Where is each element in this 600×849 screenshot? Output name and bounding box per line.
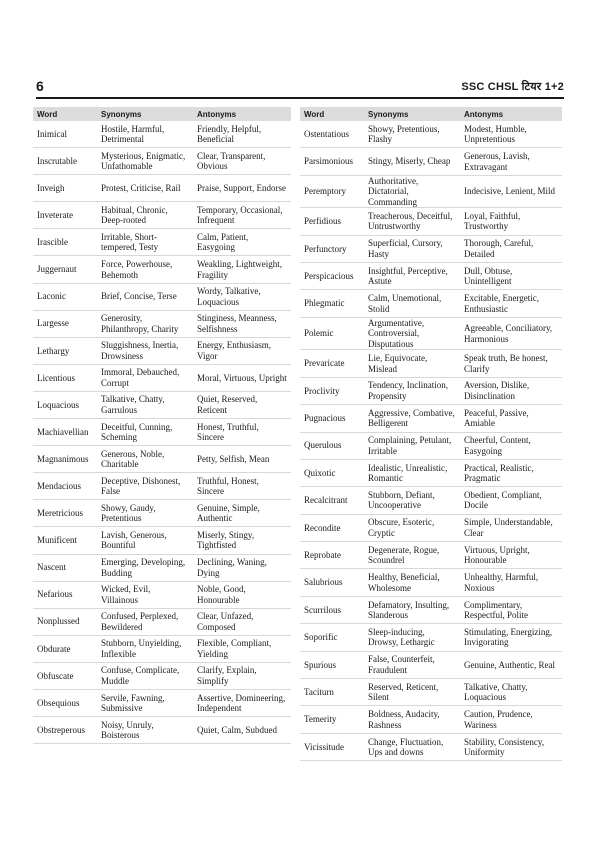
table-row [33,689,291,716]
word-cell: Spurious [300,651,364,678]
table-row [33,175,291,202]
table-header-row [33,107,291,121]
antonyms-cell: Flexible, Compliant, Yielding [193,635,291,662]
word-cell: Inveigh [33,175,97,202]
word-cell: Salubrious [300,569,364,596]
antonyms-cell: Quiet, Reserved, Reticent [193,391,291,418]
word-cell: Nascent [33,554,97,581]
column-header-antonyms: Antonyms [193,107,291,121]
table-row [300,679,562,706]
word-cell: Vicissitude [300,733,364,760]
synonyms-cell: Complaining, Petulant, Irritable [364,432,460,459]
table-row [33,256,291,283]
antonyms-cell: Peaceful, Passive, Amiable [460,405,562,432]
table-row [300,290,562,317]
word-cell: Inveterate [33,202,97,229]
vocab-table-right [300,107,562,761]
table-row [33,446,291,473]
word-cell: Largesse [33,310,97,337]
table-row [33,527,291,554]
antonyms-cell: Petty, Selfish, Mean [193,446,291,473]
table-row [33,500,291,527]
antonyms-cell: Clear, Transparent, Obvious [193,148,291,175]
word-cell: Temerity [300,706,364,733]
word-cell: Obstreperous [33,717,97,744]
word-cell: Machiavellian [33,419,97,446]
header-rule [36,97,564,99]
synonyms-cell: Irritable, Short-tempered, Testy [97,229,193,256]
synonyms-cell: Boldness, Audacity, Rashness [364,706,460,733]
table-row [300,624,562,651]
antonyms-cell: Moral, Virtuous, Upright [193,364,291,391]
word-cell: Obsequious [33,689,97,716]
antonyms-cell: Generous, Lavish, Extravagant [460,148,562,175]
antonyms-cell: Virtuous, Upright, Honourable [460,542,562,569]
synonyms-cell: Lie, Equivocate, Mislead [364,350,460,377]
synonyms-cell: Deceptive, Dishonest, False [97,473,193,500]
table-row [33,148,291,175]
synonyms-cell: Generous, Noble, Charitable [97,446,193,473]
table-row [33,419,291,446]
antonyms-cell: Miserly, Stingy, Tightfisted [193,527,291,554]
synonyms-cell: Stingy, Miserly, Cheap [364,148,460,175]
word-cell: Laconic [33,283,97,310]
synonyms-cell: Mysterious, Enigmatic, Unfathomable [97,148,193,175]
table-row [33,337,291,364]
synonyms-cell: Insightful, Perceptive, Astute [364,263,460,290]
antonyms-cell: Thorough, Careful, Detailed [460,235,562,262]
synonyms-cell: Servile, Fawning, Submissive [97,689,193,716]
word-cell: Querulous [300,432,364,459]
word-cell: Peremptory [300,175,364,208]
table-row [300,514,562,541]
antonyms-cell: Weakling, Lightweight, Fragility [193,256,291,283]
table-row [300,405,562,432]
synonyms-cell: Tendency, Inclination, Propensity [364,377,460,404]
table-row [300,487,562,514]
word-cell: Parsimonious [300,148,364,175]
synonyms-cell: Hostile, Harmful, Detrimental [97,121,193,148]
column-header-antonyms: Antonyms [460,107,562,121]
word-cell: Polemic [300,317,364,350]
word-cell: Prevaricate [300,350,364,377]
synonyms-cell: Brief, Concise, Terse [97,283,193,310]
table-row [300,706,562,733]
word-cell: Perfunctory [300,235,364,262]
word-cell: Mendacious [33,473,97,500]
synonyms-cell: Confuse, Complicate, Muddle [97,662,193,689]
antonyms-cell: Truthful, Honest, Sincere [193,473,291,500]
table-row [300,596,562,623]
antonyms-cell: Loyal, Faithful, Trustworthy [460,208,562,235]
column-header-synonyms: Synonyms [364,107,460,121]
table-row [33,717,291,744]
synonyms-cell: Change, Fluctuation, Ups and downs [364,733,460,760]
table-row [300,569,562,596]
word-cell: Proclivity [300,377,364,404]
table-row [33,581,291,608]
antonyms-cell: Wordy, Talkative, Loquacious [193,283,291,310]
synonyms-cell: Idealistic, Unrealistic, Romantic [364,459,460,486]
table-row [300,542,562,569]
table-row [300,148,562,175]
table-row [33,364,291,391]
word-cell: Recondite [300,514,364,541]
table-row [300,432,562,459]
word-cell: Irascible [33,229,97,256]
antonyms-cell: Talkative, Chatty, Loquacious [460,679,562,706]
word-cell: Quixotic [300,459,364,486]
antonyms-cell: Practical, Realistic, Pragmatic [460,459,562,486]
word-cell: Ostentatious [300,121,364,148]
antonyms-cell: Quiet, Calm, Subdued [193,717,291,744]
word-cell: Taciturn [300,679,364,706]
antonyms-cell: Declining, Waning, Dying [193,554,291,581]
word-cell: Scurrilous [300,596,364,623]
word-cell: Nefarious [33,581,97,608]
word-cell: Reprobate [300,542,364,569]
antonyms-cell: Aversion, Dislike, Disinclination [460,377,562,404]
antonyms-cell: Clarify, Explain, Simplify [193,662,291,689]
column-header-word: Word [300,107,364,121]
word-cell: Phlegmatic [300,290,364,317]
antonyms-cell: Dull, Obtuse, Unintelligent [460,263,562,290]
word-cell: Obfuscate [33,662,97,689]
antonyms-cell: Caution, Prudence, Wariness [460,706,562,733]
word-cell: Lethargy [33,337,97,364]
antonyms-cell: Simple, Understandable, Clear [460,514,562,541]
synonyms-cell: Emerging, Developing, Budding [97,554,193,581]
antonyms-cell: Praise, Support, Endorse [193,175,291,202]
synonyms-cell: Argumentative, Controversial, Disputatious [364,317,460,350]
vocab-table-left [33,107,291,744]
book-title: SSC CHSL टियर 1+2 [461,81,564,93]
synonyms-cell: Showy, Pretentious, Flashy [364,121,460,148]
synonyms-cell: Healthy, Beneficial, Wholesome [364,569,460,596]
synonyms-cell: Obscure, Esoteric, Cryptic [364,514,460,541]
word-cell: Inscrutable [33,148,97,175]
table-row [300,121,562,148]
table-row [300,377,562,404]
table-row [33,121,291,148]
table-row [300,317,562,350]
table-row [300,350,562,377]
column-header-synonyms: Synonyms [97,107,193,121]
antonyms-cell: Excitable, Energetic, Enthusiastic [460,290,562,317]
antonyms-cell: Stimulating, Energizing, Invigorating [460,624,562,651]
synonyms-cell: Noisy, Unruly, Boisterous [97,717,193,744]
synonyms-cell: Stubborn, Unyielding, Inflexible [97,635,193,662]
word-cell: Recalcitrant [300,487,364,514]
word-cell: Meretricious [33,500,97,527]
word-cell: Magnanimous [33,446,97,473]
word-cell: Perspicacious [300,263,364,290]
synonyms-cell: Authoritative, Dictatorial, Commanding [364,175,460,208]
antonyms-cell: Agreeable, Conciliatory, Harmonious [460,317,562,350]
page-number: 6 [36,78,44,94]
table-row [300,263,562,290]
column-header-word: Word [33,107,97,121]
antonyms-cell: Assertive, Domineering, Independent [193,689,291,716]
synonyms-cell: Showy, Gaudy, Pretentious [97,500,193,527]
table-row [300,175,562,208]
table-row [33,608,291,635]
antonyms-cell: Stability, Consistency, Uniformity [460,733,562,760]
table-row [33,635,291,662]
antonyms-cell: Complimentary, Respectful, Polite [460,596,562,623]
page-header [36,78,564,96]
synonyms-cell: Protest, Criticise, Rail [97,175,193,202]
antonyms-cell: Temporary, Occasional, Infrequent [193,202,291,229]
synonyms-cell: Degenerate, Rogue, Scoundrel [364,542,460,569]
table-row [33,229,291,256]
antonyms-cell: Stinginess, Meanness, Selfishness [193,310,291,337]
word-cell: Pugnacious [300,405,364,432]
antonyms-cell: Indecisive, Lenient, Mild [460,175,562,208]
synonyms-cell: Sleep-inducing, Drowsy, Lethargic [364,624,460,651]
word-cell: Obdurate [33,635,97,662]
table-row [33,202,291,229]
table-row [300,208,562,235]
word-cell: Loquacious [33,391,97,418]
synonyms-cell: Defamatory, Insulting, Slanderous [364,596,460,623]
word-cell: Inimical [33,121,97,148]
antonyms-cell: Unhealthy, Harmful, Noxious [460,569,562,596]
word-cell: Soporific [300,624,364,651]
synonyms-cell: Calm, Unemotional, Stolid [364,290,460,317]
synonyms-cell: False, Counterfeit, Fraudulent [364,651,460,678]
table-row [33,283,291,310]
synonyms-cell: Superficial, Cursory, Hasty [364,235,460,262]
synonyms-cell: Confused, Perplexed, Bewildered [97,608,193,635]
table-header-row [300,107,562,121]
word-cell: Nonplussed [33,608,97,635]
synonyms-cell: Habitual, Chronic, Deep-rooted [97,202,193,229]
antonyms-cell: Clear, Unfazed, Composed [193,608,291,635]
antonyms-cell: Friendly, Helpful, Beneficial [193,121,291,148]
table-row [33,662,291,689]
synonyms-cell: Talkative, Chatty, Garrulous [97,391,193,418]
word-cell: Perfidious [300,208,364,235]
synonyms-cell: Aggressive, Combative, Belligerent [364,405,460,432]
table-row [33,554,291,581]
antonyms-cell: Cheerful, Content, Easygoing [460,432,562,459]
word-cell: Juggernaut [33,256,97,283]
table-row [33,473,291,500]
table-row [300,235,562,262]
antonyms-cell: Calm, Patient, Easygoing [193,229,291,256]
antonyms-cell: Modest, Humble, Unpretentious [460,121,562,148]
word-cell: Licentious [33,364,97,391]
table-row [300,733,562,760]
synonyms-cell: Sluggishness, Inertia, Drowsiness [97,337,193,364]
synonyms-cell: Deceitful, Cunning, Scheming [97,419,193,446]
synonyms-cell: Treacherous, Deceitful, Untrustworthy [364,208,460,235]
table-row [300,651,562,678]
antonyms-cell: Obedient, Compliant, Docile [460,487,562,514]
antonyms-cell: Genuine, Simple, Authentic [193,500,291,527]
synonyms-cell: Force, Powerhouse, Behemoth [97,256,193,283]
table-row [300,459,562,486]
synonyms-cell: Immoral, Debauched, Corrupt [97,364,193,391]
synonyms-cell: Lavish, Generous, Bountiful [97,527,193,554]
synonyms-cell: Stubborn, Defiant, Uncooperative [364,487,460,514]
antonyms-cell: Speak truth, Be honest, Clarify [460,350,562,377]
antonyms-cell: Energy, Enthusiasm, Vigor [193,337,291,364]
synonyms-cell: Reserved, Reticent, Silent [364,679,460,706]
synonyms-cell: Generosity, Philanthropy, Charity [97,310,193,337]
table-row [33,391,291,418]
antonyms-cell: Genuine, Authentic, Real [460,651,562,678]
synonyms-cell: Wicked, Evil, Villainous [97,581,193,608]
word-cell: Munificent [33,527,97,554]
antonyms-cell: Honest, Truthful, Sincere [193,419,291,446]
table-row [33,310,291,337]
antonyms-cell: Noble, Good, Honourable [193,581,291,608]
